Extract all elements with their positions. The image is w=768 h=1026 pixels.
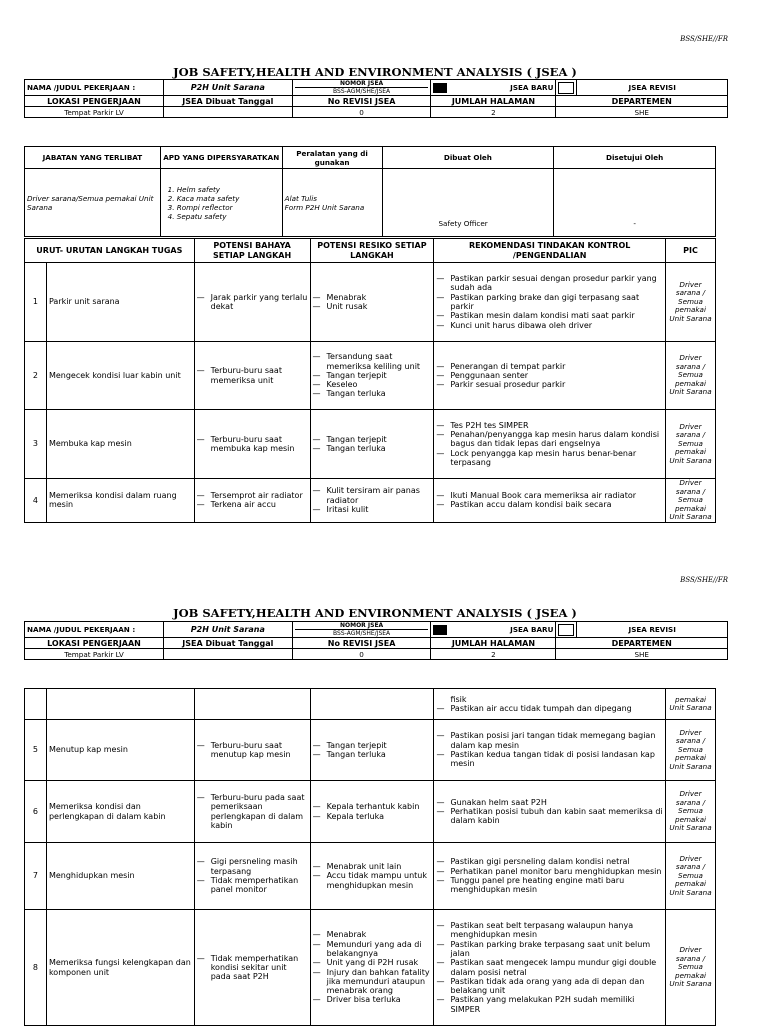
step-pic: pemakai Unit Sarana [666,689,716,720]
step-row [25,479,716,523]
col-header-urutan: URUT- URUTAN LANGKAH TUGAS [25,239,195,263]
resiko-item: — Tangan terluka [313,444,432,453]
step-task [46,689,194,720]
rekom-item: — Tunggu panel pre heating engine mati baru menghidupkan mesin [436,876,663,895]
steps-body [25,263,716,523]
document-title: JOB SAFETY,HEALTH AND ENVIRONMENT ANALYSIS ( JSEA ) [173,65,577,79]
dibuat-oleh-value: Safety Officer [382,169,554,237]
resiko-list [313,435,432,454]
step-bahaya [194,342,310,410]
bahaya-item: — Tidak memperhatikan kondisi sekitar unit pada saat P2H [197,954,308,982]
halaman-value: 2 [431,649,556,660]
header-table [24,79,728,118]
nomor-label: NOMOR JSEA [339,622,384,629]
nomor-value: BSS-AGM/SHE/JSEA [295,87,429,95]
resiko-item: — Kepala terhantuk kabin [313,802,432,811]
bahaya-item: — Tersemprot air radiator [197,491,308,500]
bahaya-list [197,857,308,894]
step-resiko [310,843,434,910]
step-bahaya [194,843,310,910]
dibuat-tanggal-label: JSEA Dibuat Tanggal [163,96,292,107]
halaman-label: JUMLAH HALAMAN [431,638,556,649]
jsea-baru-label: JSEA BARU [510,624,554,634]
step-rekomendasi [434,781,666,843]
lokasi-value: Tempat Parkir LV [25,649,164,660]
steps-body [25,720,716,1026]
rekom-list [436,731,663,768]
step-task: Memeriksa fungsi kelengkapan dan komponen unit [46,910,194,1026]
step-number: 6 [25,781,47,843]
step-row [25,410,716,479]
dibuat-oleh-label: Dibuat Oleh [382,147,554,169]
departemen-value: SHE [556,649,728,660]
jsea-revisi-label: JSEA REVISI [577,80,728,96]
bahaya-item: — Terburu-buru saat membuka kap mesin [197,435,308,454]
step-resiko [310,781,434,843]
info-table [24,146,716,237]
step-number: 7 [25,843,47,910]
step-pic: Driver sarana / Semua pemakai Unit Sarana [665,342,715,410]
rekom-list [436,798,663,826]
nomor-label: NOMOR JSEA [339,80,384,87]
step-resiko [310,910,434,1026]
document-title: JOB SAFETY,HEALTH AND ENVIRONMENT ANALYSIS ( JSEA ) [173,606,577,620]
rekom-list [436,491,663,510]
bahaya-list [197,741,308,760]
resiko-item: — Tangan terluka [313,389,432,398]
step-bahaya [194,263,310,342]
rekom-item: — Pastikan air accu tidak tumpah dan dipegang [436,704,663,713]
nama-value: P2H Unit Sarana [163,80,292,96]
step-bahaya [194,410,310,479]
rekom-item: — Pastikan gigi persneling dalam kondisi netral [436,857,663,866]
resiko-item: — Kepala terluka [313,812,432,821]
jsea-revisi-box-cell [556,622,577,638]
peralatan-label: Peralatan yang di gunakan [282,147,382,169]
nama-label: NAMA /JUDUL PEKERJAAN : [25,622,164,638]
jsea-baru-checkbox-checked[interactable] [433,625,447,635]
apd-item: 3. Rompi reflector [177,203,280,212]
step-rekomendasi [434,410,666,479]
rekom-item: — Pastikan seat belt terpasang walaupun hanya menghidupkan mesin [436,921,663,940]
step-pic: Driver sarana / Semua pemakai Unit Sarana [666,720,716,781]
step-task: Menghidupkan mesin [46,843,194,910]
step-pic: Driver sarana / Semua pemakai Unit Sarana [666,781,716,843]
rekom-list [436,857,663,894]
step-pic: Driver sarana / Semua pemakai Unit Sarana [666,910,716,1026]
rekom-item: — Gunakan helm saat P2H [436,798,663,807]
apd-list-cell [160,169,282,237]
jsea-baru-cell [431,80,556,96]
rekom-item: — Lock penyangga kap mesin harus benar-benar terpasang [436,449,663,468]
steps-table-page-2 [24,688,716,1026]
step-pic: Driver sarana / Semua pemakai Unit Sarana [666,843,716,910]
step-rekomendasi [434,263,666,342]
continued-row [25,689,716,720]
resiko-list [313,293,432,312]
departemen-label: DEPARTEMEN [556,96,728,107]
resiko-item: — Tangan terluka [313,750,432,759]
jsea-baru-label: JSEA BARU [510,82,554,92]
resiko-item: — Iritasi kulit [313,505,432,514]
resiko-item: — Menabrak [313,930,432,939]
step-rekomendasi [434,910,666,1026]
bahaya-item: — Gigi persneling masih terpasang [197,857,308,876]
step-task: Menutup kap mesin [46,720,194,781]
rekom-item: — Perhatikan posisi tubuh dan kabin saat memeriksa di dalam kabin [436,807,663,826]
bahaya-list [197,293,308,312]
rekom-item: — Pastikan parking brake dan gigi terpasang saat parkir [436,293,663,312]
rekom-item: — Kunci unit harus dibawa oleh driver [436,321,663,330]
rekom-item: — Pastikan posisi jari tangan tidak memegang bagian dalam kap mesin [436,731,663,750]
nomor-cell [292,622,431,638]
resiko-item: — Kulit tersiram air panas radiator [313,486,432,505]
rekom-item: — Pastikan parking brake terpasang saat unit belum jalan [436,940,663,959]
resiko-list [313,862,432,890]
col-header-rekomendasi: REKOMENDASI TINDAKAN KONTROL /PENGENDALIAN [434,239,666,263]
rekom-item: — Pastikan saat mengecek lampu mundur gigi double dalam posisi netral [436,958,663,977]
peralatan-item: Form P2H Unit Sarana [284,202,365,212]
jsea-revisi-checkbox[interactable] [558,624,574,636]
rekom-list [436,362,663,390]
jsea-baru-cell [431,622,556,638]
rekom-list [436,921,663,1014]
bahaya-list [197,793,308,830]
col-header-pic: PIC [665,239,715,263]
resiko-list [313,741,432,760]
header-table [24,621,728,660]
rekom-item: — Penerangan di tempat parkir [436,362,663,371]
jabatan-value: Driver sarana/Semua pemakai Unit Sarana [25,169,161,237]
rekom-item: — Pastikan parkir sesuai dengan prosedur parkir yang sudah ada [436,274,663,293]
step-row [25,263,716,342]
step-task: Mengecek kondisi luar kabin unit [46,342,194,410]
resiko-item: — Memunduri yang ada di belakangnya [313,940,432,959]
rekom-item: — Ikuti Manual Book cara memeriksa air radiator [436,491,663,500]
step-task: Parkir unit sarana [46,263,194,342]
resiko-list [313,802,432,821]
step-number: 8 [25,910,47,1026]
bahaya-item: — Terkena air accu [197,500,308,509]
rekom-list [436,704,663,713]
step-bahaya [194,689,310,720]
halaman-value: 2 [431,107,556,118]
jabatan-label: JABATAN YANG TERLIBAT [25,147,161,169]
rekom-item: — Penahan/penyangga kap mesin harus dalam kondisi bagus dan tidak lepas dari engselnya [436,430,663,449]
resiko-item: — Injury dan bahkan fatality jika memunduri ataupun menabrak orang [313,968,432,996]
apd-item: 2. Kaca mata safety [177,194,280,203]
document-reference: BSS/SHE//FR [680,576,728,584]
lokasi-label: LOKASI PENGERJAAN [25,96,164,107]
resiko-item: — Tersandung saat memeriksa keliling unit [313,352,432,371]
step-rekomendasi [434,689,666,720]
step-rekomendasi [434,843,666,910]
disetujui-oleh-value: - [554,169,716,237]
step-pic: Driver sarana / Semua pemakai Unit Sarana [665,479,715,523]
departemen-value: SHE [556,107,728,118]
revisi-value: 0 [292,107,431,118]
step-bahaya [194,781,310,843]
nomor-cell [292,80,431,96]
jsea-revisi-checkbox[interactable] [558,82,574,94]
resiko-item: — Tangan terjepit [313,741,432,750]
bahaya-list [197,366,308,385]
dibuat-tanggal-value [163,107,292,118]
step-resiko [310,479,434,523]
step-resiko [310,342,434,410]
col-header-bahaya: POTENSI BAHAYA SETIAP LANGKAH [194,239,310,263]
rekom-list [436,421,663,467]
step-rekomendasi [434,720,666,781]
jsea-revisi-label: JSEA REVISI [577,622,728,638]
resiko-item: — Menabrak unit lain [313,862,432,871]
rekom-list [436,274,663,330]
apd-item: 4. Sepatu safety [177,212,280,221]
apd-item: 1. Helm safety [177,185,280,194]
revisi-value: 0 [292,649,431,660]
halaman-label: JUMLAH HALAMAN [431,96,556,107]
resiko-item: — Keseleo [313,380,432,389]
steps-table-page-1 [24,238,716,523]
rekom-item: — Parkir sesuai prosedur parkir [436,380,663,389]
bahaya-list [197,435,308,454]
bahaya-item: — Tidak memperhatikan panel monitor [197,876,308,895]
step-bahaya [194,720,310,781]
resiko-item: — Unit rusak [313,302,432,311]
resiko-item: — Accu tidak mampu untuk menghidupkan mesin [313,871,432,890]
dibuat-tanggal-label: JSEA Dibuat Tanggal [163,638,292,649]
nama-label: NAMA /JUDUL PEKERJAAN : [25,80,164,96]
apd-list [163,185,280,221]
resiko-item: — Unit yang di P2H rusak [313,958,432,967]
resiko-item: — Tangan terjepit [313,371,432,380]
step-row [25,342,716,410]
rekom-item: — Pastikan kedua tangan tidak di posisi landasan kap mesin [436,750,663,769]
peralatan-item: Alat Tulis [284,193,318,203]
jsea-revisi-box-cell [556,80,577,96]
nama-value: P2H Unit Sarana [163,622,292,638]
resiko-list [313,486,432,514]
step-row [25,843,716,910]
step-row [25,781,716,843]
step-row [25,910,716,1026]
rekom-item: — Pastikan accu dalam kondisi baik secara [436,500,663,509]
apd-label: APD YANG DIPERSYARATKAN [160,147,282,169]
step-pic: Driver sarana / Semua pemakai Unit Sarana [665,263,715,342]
rekom-item: — Pastikan tidak ada orang yang ada di depan dan belakang unit [436,977,663,996]
step-resiko [310,689,434,720]
peralatan-cell [282,169,382,237]
step-resiko [310,720,434,781]
rekom-item: — Tes P2H tes SIMPER [436,421,663,430]
lokasi-label: LOKASI PENGERJAAN [25,638,164,649]
step-pic: Driver sarana / Semua pemakai Unit Sarana [665,410,715,479]
rekom-item: — Perhatikan panel monitor baru menghidupkan mesin [436,867,663,876]
step-number: 5 [25,720,47,781]
bahaya-item: — Terburu-buru pada saat pemeriksaan perlengkapan di dalam kabin [197,793,308,830]
step-bahaya [194,479,310,523]
nomor-value: BSS-AGM/SHE/JSEA [295,629,429,637]
rekom-continued-text: fisik [450,694,467,704]
document-reference: BSS/SHE//FR [680,35,728,43]
jsea-baru-checkbox-checked[interactable] [433,83,447,93]
rekom-item: — Penggunaan senter [436,371,663,380]
resiko-list [313,352,432,398]
dibuat-tanggal-value [163,649,292,660]
page-2 [0,560,768,1024]
step-number: 3 [25,410,47,479]
col-header-resiko: POTENSI RESIKO SETIAP LANGKAH [310,239,434,263]
step-rekomendasi [434,342,666,410]
revisi-label: No REVISI JSEA [292,638,431,649]
resiko-item: — Tangan terjepit [313,435,432,444]
bahaya-list [197,491,308,510]
step-task: Memeriksa kondisi dan perlengkapan di dalam kabin [46,781,194,843]
rekom-item: — Pastikan mesin dalam kondisi mati saat parkir [436,311,663,320]
lokasi-value: Tempat Parkir LV [25,107,164,118]
step-number: 2 [25,342,47,410]
resiko-item: — Driver bisa terluka [313,995,432,1004]
disetujui-oleh-label: Disetujui Oleh [554,147,716,169]
step-number: 4 [25,479,47,523]
departemen-label: DEPARTEMEN [556,638,728,649]
bahaya-item: — Jarak parkir yang terlalu dekat [197,293,308,312]
step-task: Memeriksa kondisi dalam ruang mesin [46,479,194,523]
step-number: 1 [25,263,47,342]
bahaya-item: — Terburu-buru saat memeriksa unit [197,366,308,385]
bahaya-item: — Terburu-buru saat menutup kap mesin [197,741,308,760]
bahaya-list [197,954,308,982]
step-bahaya [194,910,310,1026]
step-resiko [310,410,434,479]
step-row [25,720,716,781]
revisi-label: No REVISI JSEA [292,96,431,107]
step-number [25,689,47,720]
resiko-list [313,930,432,1004]
step-task: Membuka kap mesin [46,410,194,479]
rekom-item: — Pastikan yang melakukan P2H sudah memiliki SIMPER [436,995,663,1014]
resiko-item: — Menabrak [313,293,432,302]
step-resiko [310,263,434,342]
step-rekomendasi [434,479,666,523]
